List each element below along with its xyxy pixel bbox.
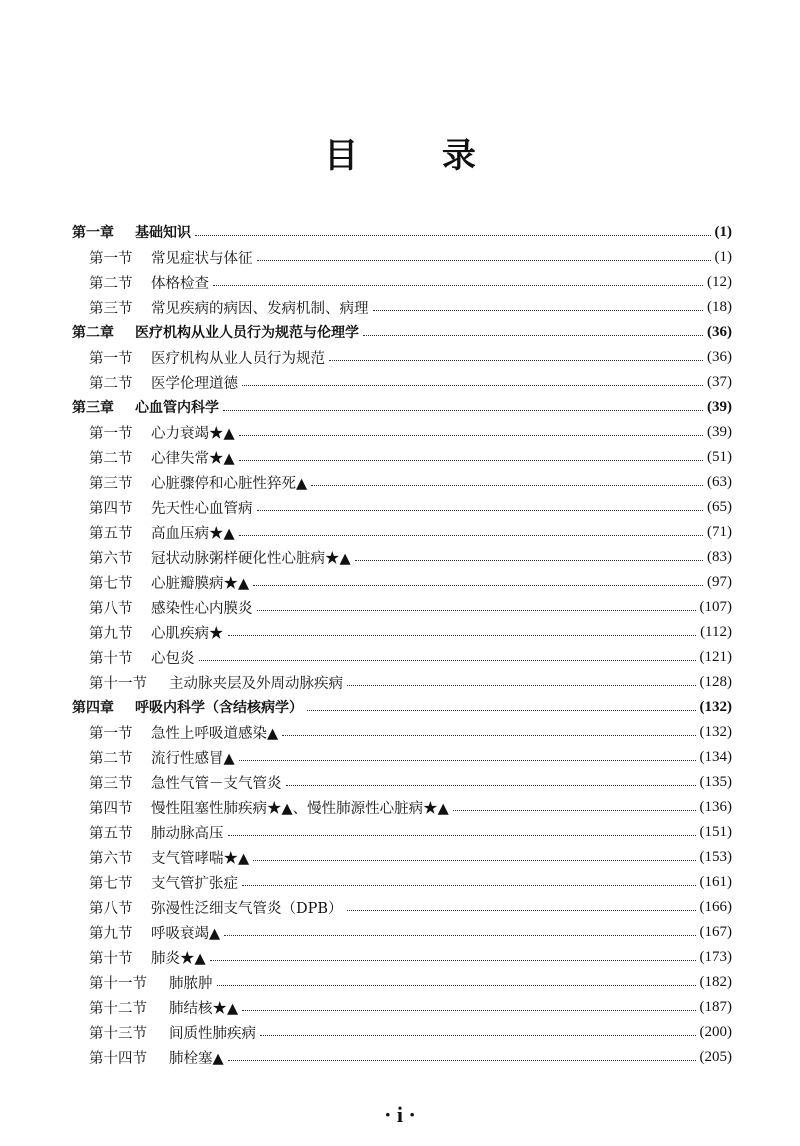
toc-entry-title: 肺动脉高压: [151, 825, 224, 842]
toc-entry-title: 呼吸内科学（含结核病学）: [135, 700, 303, 716]
toc-page-number: (65): [707, 498, 732, 515]
toc-page-number: (112): [700, 623, 732, 640]
toc-entry-number: 第十二节: [89, 1000, 147, 1017]
toc-section-row[interactable]: [89, 645, 732, 669]
toc-entry-title: 急性上呼吸道感染▲: [151, 725, 279, 742]
toc-section-row[interactable]: [89, 770, 732, 794]
toc-entry-title: 常见症状与体征: [151, 250, 253, 267]
toc-page-number: (121): [699, 648, 732, 665]
toc-entry-title: 肺栓塞▲: [169, 1050, 224, 1067]
toc-entry-title: 支气管扩张症: [151, 875, 238, 892]
dot-leader: [286, 784, 696, 786]
toc-section-row[interactable]: [89, 995, 732, 1019]
toc-entry-number: 第一节: [89, 250, 133, 267]
dot-leader: [210, 959, 696, 961]
toc-page-number: (12): [707, 273, 732, 290]
dot-leader: [282, 734, 695, 736]
toc-entry-title: 医疗机构从业人员行为规范: [151, 350, 325, 367]
toc-section-row[interactable]: [89, 495, 732, 519]
toc-page-number: (187): [699, 998, 732, 1015]
dot-leader: [329, 359, 703, 361]
toc-entry-number: 第六节: [89, 550, 133, 567]
toc-entry-title: 医学伦理道德: [151, 375, 238, 392]
toc-page-number: (136): [699, 798, 732, 815]
dot-leader: [228, 834, 696, 836]
toc-entry-title: 心脏骤停和心脏性猝死▲: [151, 475, 308, 492]
toc-entry-number: 第二节: [89, 450, 133, 467]
toc-section-row[interactable]: [89, 970, 732, 994]
dot-leader: [239, 434, 703, 436]
dot-leader: [223, 409, 703, 411]
toc-page-number: (132): [699, 698, 732, 715]
toc-entry-title: 体格检查: [151, 275, 209, 292]
toc-page-number: (63): [707, 473, 732, 490]
toc-entry-number: 第十一节: [89, 675, 147, 692]
toc-entry-title: 心肌疾病★: [151, 625, 224, 642]
toc-entry-number: 第四章: [72, 700, 114, 716]
toc-page-number: (132): [699, 723, 732, 740]
toc-page-number: (36): [707, 348, 732, 365]
dot-leader: [253, 584, 703, 586]
toc-chapter-row[interactable]: [72, 395, 732, 419]
toc-entry-title: 呼吸衰竭▲: [151, 925, 221, 942]
toc-section-row[interactable]: [89, 570, 732, 594]
toc-page-number: (37): [707, 373, 732, 390]
toc-page-number: (36): [707, 323, 732, 340]
toc-entry-number: 第十节: [89, 950, 133, 967]
toc-entry-title: 感染性心内膜炎: [151, 600, 253, 617]
toc-section-row[interactable]: [89, 1020, 732, 1044]
toc-page-number: (161): [699, 873, 732, 890]
toc-page-number: (134): [699, 748, 732, 765]
toc-page-number: (135): [699, 773, 732, 790]
toc-entry-number: 第三节: [89, 300, 133, 317]
dot-leader: [228, 634, 697, 636]
toc-entry-number: 第十四节: [89, 1050, 147, 1067]
toc-page-number: (205): [699, 1048, 732, 1065]
toc-entry-number: 第三章: [72, 400, 114, 416]
dot-leader: [213, 284, 703, 286]
toc-section-row[interactable]: [89, 820, 732, 844]
toc-section-row[interactable]: [89, 795, 732, 819]
toc-entry-number: 第五节: [89, 825, 133, 842]
toc-chapter-row[interactable]: [72, 695, 732, 719]
toc-page-number: (1): [714, 223, 732, 240]
toc-page-number: (153): [699, 848, 732, 865]
dot-leader: [311, 484, 703, 486]
toc-entry-title: 肺结核★▲: [169, 1000, 239, 1017]
toc-entry-title: 基础知识: [135, 225, 191, 241]
dot-leader: [242, 1009, 695, 1011]
toc-entry-title: 冠状动脉粥样硬化性心脏病★▲: [151, 550, 351, 567]
toc-entry-title: 心力衰竭★▲: [151, 425, 235, 442]
toc-page-number: (18): [707, 298, 732, 315]
toc-page-number: (173): [699, 948, 732, 965]
toc-entry-number: 第八节: [89, 900, 133, 917]
toc-entry-title: 肺脓肿: [169, 975, 213, 992]
toc-page-number: (1): [714, 248, 732, 265]
toc-entry-number: 第一节: [89, 350, 133, 367]
toc-entry-number: 第六节: [89, 850, 133, 867]
dot-leader: [373, 309, 704, 311]
dot-leader: [239, 459, 703, 461]
toc-entry-title: 心脏瓣膜病★▲: [151, 575, 250, 592]
dot-leader: [347, 684, 696, 686]
toc-page-number: (51): [707, 448, 732, 465]
toc-page-number: (97): [707, 573, 732, 590]
dot-leader: [347, 909, 696, 911]
toc-section-row[interactable]: [89, 370, 732, 394]
dot-leader: [257, 609, 696, 611]
toc-chapter-row[interactable]: [72, 220, 732, 244]
toc-entry-title: 弥漫性泛细支气管炎（DPB）: [151, 900, 343, 917]
toc-section-row[interactable]: [89, 920, 732, 944]
toc-section-row[interactable]: [89, 945, 732, 969]
toc-entry-number: 第九节: [89, 925, 133, 942]
toc-section-row[interactable]: [89, 595, 732, 619]
toc-page-number: (83): [707, 548, 732, 565]
dot-leader: [242, 884, 696, 886]
toc-entry-title: 心血管内科学: [135, 400, 219, 416]
toc-entry-number: 第二节: [89, 275, 133, 292]
dot-leader: [199, 659, 696, 661]
toc-section-row[interactable]: [89, 1045, 732, 1069]
toc-entry-number: 第九节: [89, 625, 133, 642]
toc-entry-number: 第四节: [89, 800, 133, 817]
dot-leader: [260, 1034, 696, 1036]
dot-leader: [253, 859, 695, 861]
toc-entry-number: 第八节: [89, 600, 133, 617]
dot-leader: [195, 234, 711, 236]
page-title: 目 录: [324, 136, 512, 176]
dot-leader: [257, 259, 711, 261]
toc-entry-number: 第二章: [72, 325, 114, 341]
toc-entry-title: 流行性感冒▲: [151, 750, 235, 767]
toc-entry-number: 第二节: [89, 750, 133, 767]
toc-page-number: (107): [699, 598, 732, 615]
toc-section-row[interactable]: [89, 895, 732, 919]
toc-page-number: (182): [699, 973, 732, 990]
dot-leader: [242, 384, 703, 386]
toc-entry-title: 心包炎: [151, 650, 195, 667]
toc-entry-number: 第四节: [89, 500, 133, 517]
toc-section-row[interactable]: [89, 845, 732, 869]
toc-section-row[interactable]: [89, 470, 732, 494]
toc-section-row[interactable]: [89, 870, 732, 894]
toc-entry-number: 第三节: [89, 475, 133, 492]
toc-entry-title: 医疗机构从业人员行为规范与伦理学: [135, 325, 359, 341]
dot-leader: [228, 1059, 696, 1061]
toc-page-number: (151): [699, 823, 732, 840]
toc-entry-title: 先天性心血管病: [151, 500, 253, 517]
dot-leader: [453, 809, 696, 811]
toc-entry-number: 第七节: [89, 575, 133, 592]
toc-page-number: (39): [707, 423, 732, 440]
toc-entry-number: 第十三节: [89, 1025, 147, 1042]
dot-leader: [363, 334, 703, 336]
toc-entry-title: 心律失常★▲: [151, 450, 235, 467]
toc-entry-number: 第十一节: [89, 975, 147, 992]
page-number-footer: · i ·: [384, 1102, 416, 1127]
toc-entry-number: 第五节: [89, 525, 133, 542]
toc-entry-title: 高血压病★▲: [151, 525, 235, 542]
toc-entry-title: 慢性阻塞性肺疾病★▲、慢性肺源性心脏病★▲: [151, 800, 449, 817]
toc-section-row[interactable]: [89, 345, 732, 369]
toc-entry-title: 主动脉夹层及外周动脉疾病: [169, 675, 343, 692]
toc-entry-title: 肺炎★▲: [151, 950, 206, 967]
toc-section-row[interactable]: [89, 520, 732, 544]
toc-section-row[interactable]: [89, 545, 732, 569]
dot-leader: [307, 709, 696, 711]
toc-entry-number: 第一节: [89, 425, 133, 442]
toc-section-row[interactable]: [89, 295, 732, 319]
dot-leader: [239, 534, 703, 536]
toc-section-row[interactable]: [89, 720, 732, 744]
toc-section-row[interactable]: [89, 670, 732, 694]
toc-section-row[interactable]: [89, 745, 732, 769]
toc-entry-number: 第七节: [89, 875, 133, 892]
toc-entry-title: 急性气管－支气管炎: [151, 775, 282, 792]
toc-section-row[interactable]: [89, 445, 732, 469]
toc-page-number: (166): [699, 898, 732, 915]
dot-leader: [257, 509, 704, 511]
toc-page-number: (167): [699, 923, 732, 940]
toc-section-row[interactable]: [89, 620, 732, 644]
toc-page-number: (128): [699, 673, 732, 690]
dot-leader: [224, 934, 695, 936]
toc-entry-number: 第十节: [89, 650, 133, 667]
toc-page-number: (39): [707, 398, 732, 415]
toc-entry-title: 支气管哮喘★▲: [151, 850, 250, 867]
toc-entry-number: 第一章: [72, 225, 114, 241]
toc-entry-number: 第二节: [89, 375, 133, 392]
dot-leader: [355, 559, 703, 561]
toc-chapter-row[interactable]: [72, 320, 732, 344]
toc-section-row[interactable]: [89, 270, 732, 294]
dot-leader: [217, 984, 696, 986]
dot-leader: [239, 759, 696, 761]
toc-page-number: (200): [699, 1023, 732, 1040]
toc-entry-number: 第一节: [89, 725, 133, 742]
toc-section-row[interactable]: [89, 420, 732, 444]
toc-entry-number: 第三节: [89, 775, 133, 792]
toc-entry-title: 常见疾病的病因、发病机制、病理: [151, 300, 369, 317]
toc-section-row[interactable]: [89, 245, 732, 269]
toc-entry-title: 间质性肺疾病: [169, 1025, 256, 1042]
toc-page-number: (71): [707, 523, 732, 540]
